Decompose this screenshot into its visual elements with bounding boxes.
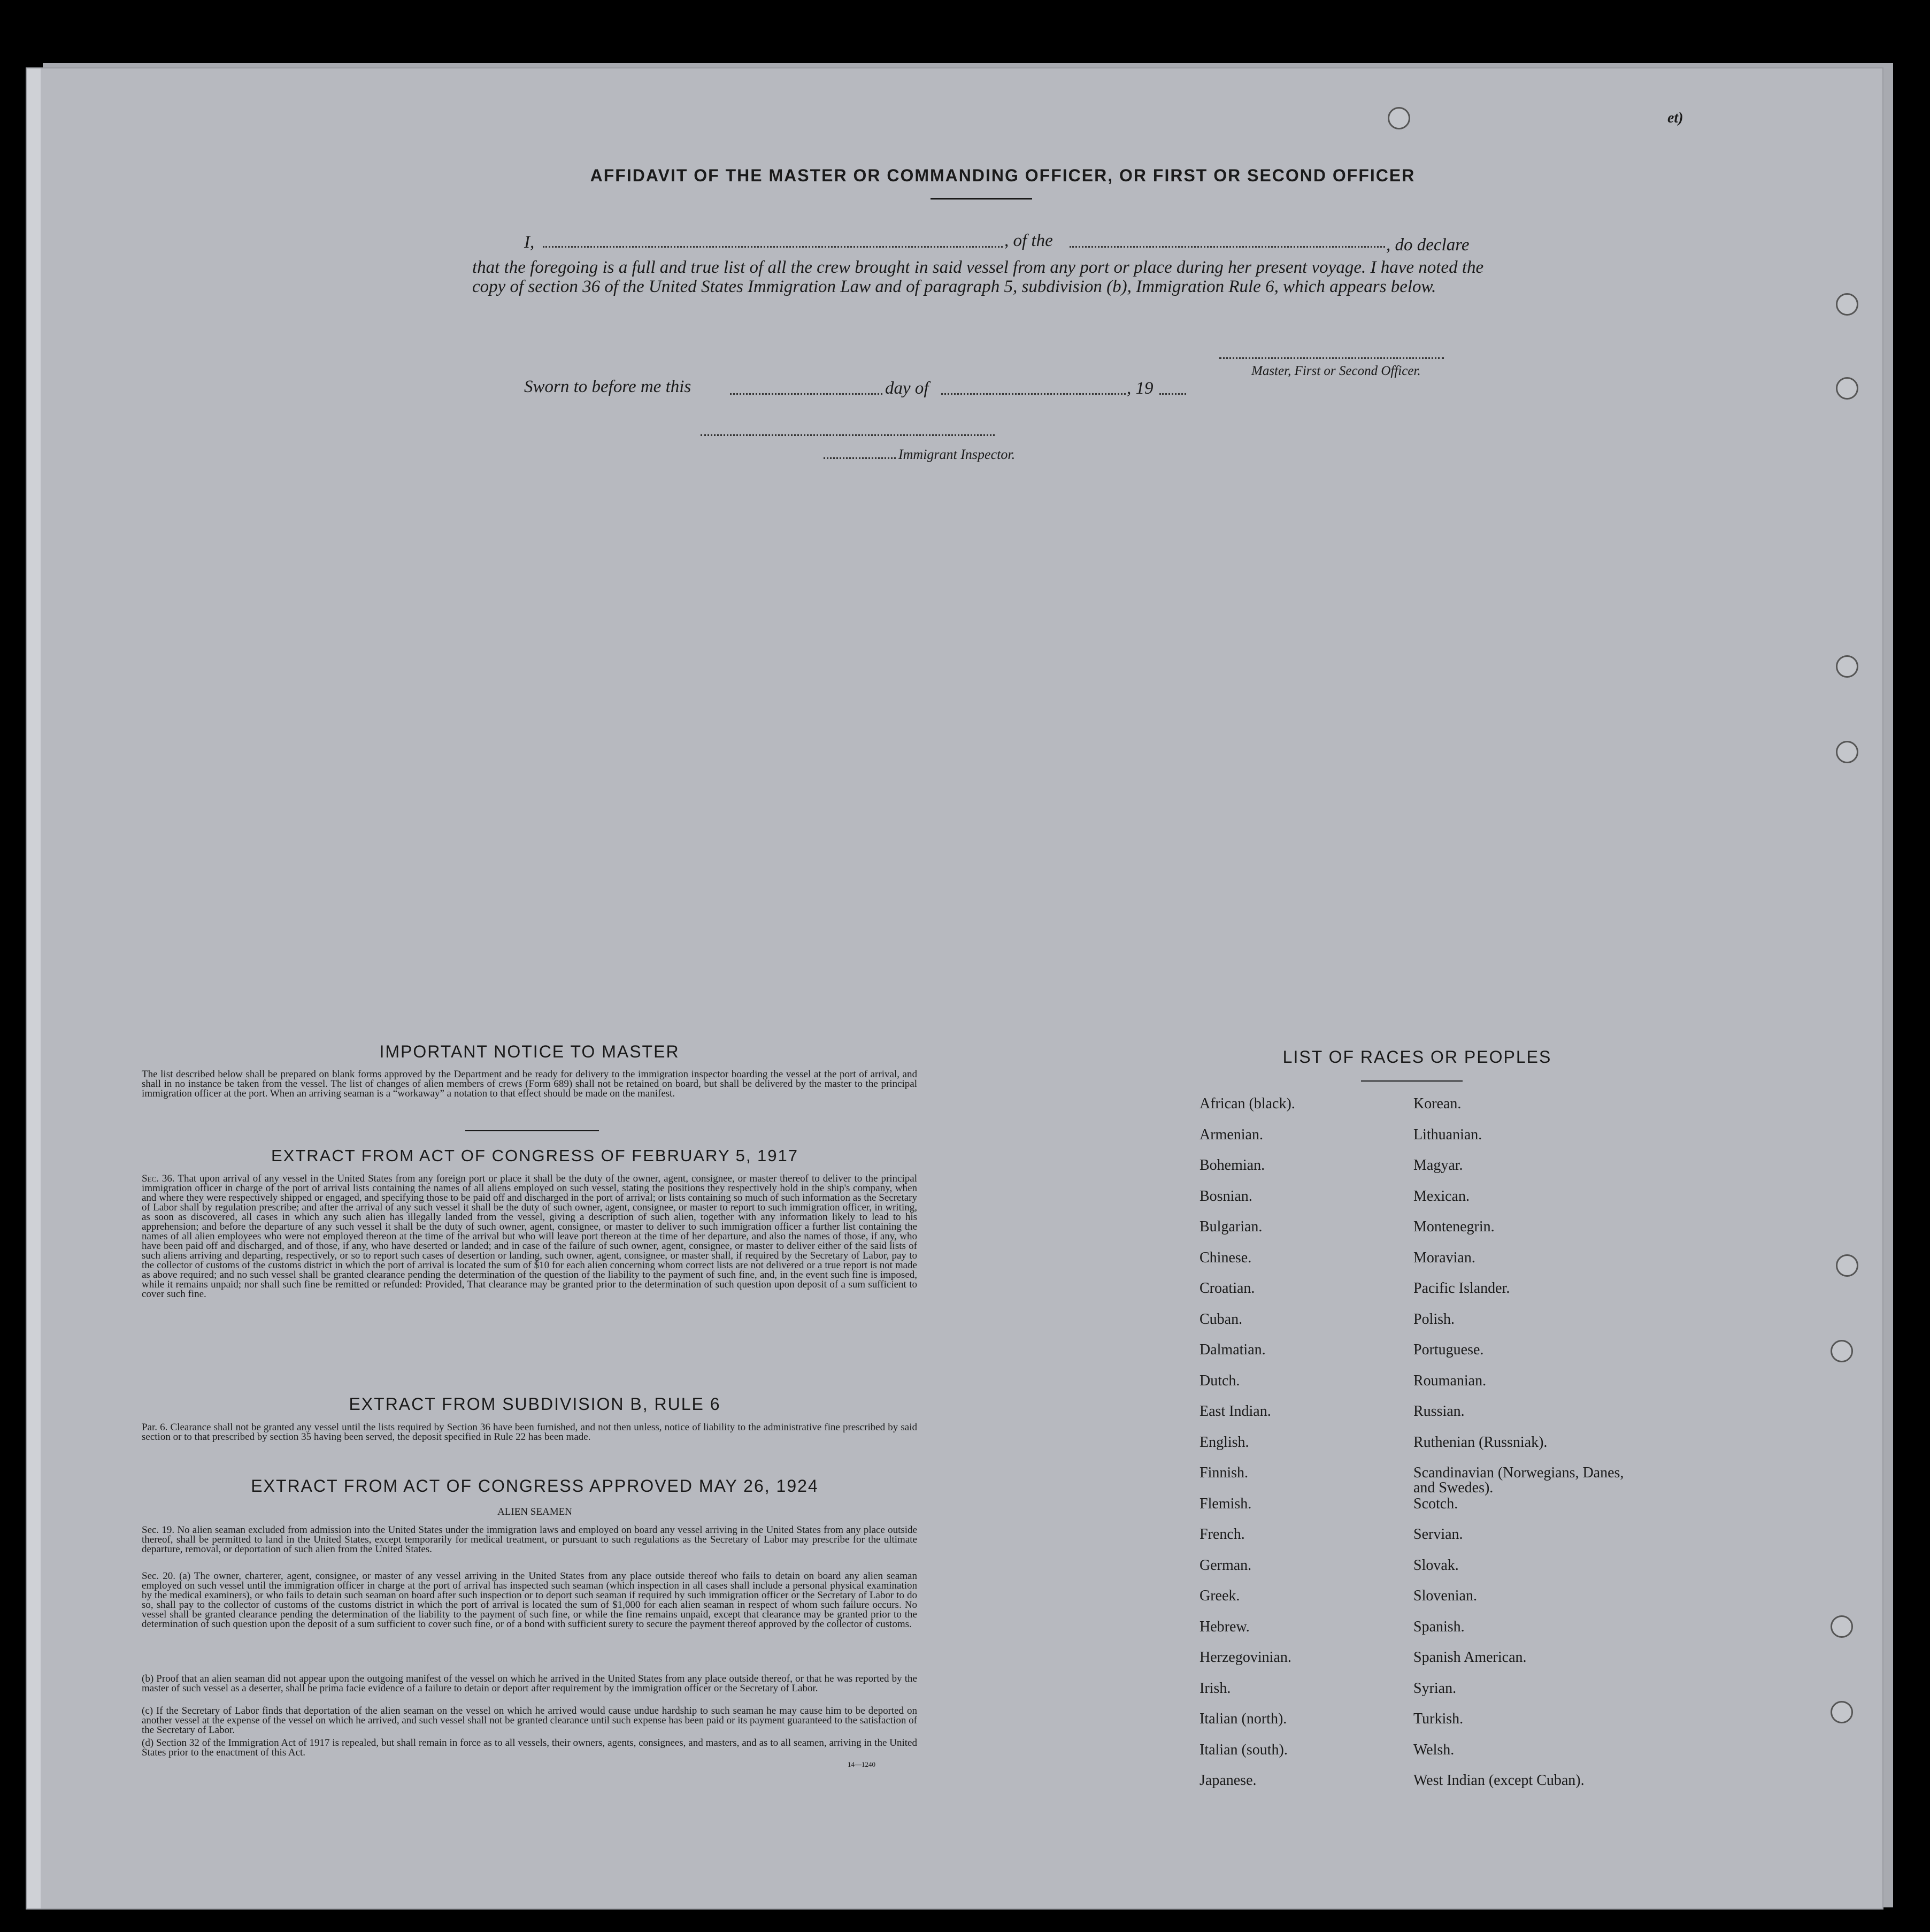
punch-hole xyxy=(1836,741,1858,763)
master-label: Master, First or Second Officer. xyxy=(1251,364,1421,378)
race-entry: Hebrew. xyxy=(1199,1618,1250,1635)
notice-body: The list described below shall be prepared on blank forms approved by the Department and be ready for delivery to the immigration inspector boarding the vessel at the port of arrival, and shall in no instance be taken from the vessel. The list of changes of alien members of crews (Form 689) shall not be retained on board, but shall be delivered by the master to the principal immigration officer at the port. When an arriving seaman is a “workaway” a notation to that effect should be made on the manifest. xyxy=(142,1069,917,1099)
race-entry: Irish. xyxy=(1199,1680,1231,1697)
race-entry: Scotch. xyxy=(1413,1495,1458,1512)
sec-20c-text: (c) If the Secretary of Labor finds that deportation of the alien seaman on the vessel on which he arrived would cause undue hardship to such seaman he may cause him to be deported on another vessel at the expense of the vessel on which he arrived, and such vessel shall not be granted clearance until such expense has been paid or its payment guaranteed to the satisfaction of the Secretary of Labor. xyxy=(142,1705,917,1736)
race-entry: African (black). xyxy=(1199,1095,1295,1112)
races-divider xyxy=(1361,1080,1463,1082)
race-entry: Japanese. xyxy=(1199,1772,1257,1789)
race-entry: Roumanian. xyxy=(1413,1372,1487,1389)
race-entry: Cuban. xyxy=(1199,1310,1243,1328)
inspector-signature-line xyxy=(701,434,995,436)
sec-36-label: Sec. 36. xyxy=(142,1173,175,1184)
race-entry: West Indian (except Cuban). xyxy=(1413,1772,1585,1789)
race-entry: German. xyxy=(1199,1557,1252,1574)
race-entry: Korean. xyxy=(1413,1095,1462,1112)
sec-19-text: Sec. 19. No alien seaman excluded from admission into the United States under the immigration laws and employed on board any vessel arriving in the United States from any place outside thereof, shall be permitted to land in the United States, except temporarily for medical treatment, or pursuant to such regulations as the Secretary of Labor may prescribe for the ultimate departure, removal, or deportation of such alien from the United States. xyxy=(142,1524,917,1555)
race-entry: Slovenian. xyxy=(1413,1588,1477,1604)
race-entry: Welsh. xyxy=(1413,1741,1455,1758)
race-entry: Finnish. xyxy=(1199,1465,1249,1481)
notice-divider xyxy=(465,1130,599,1131)
race-entry: Greek. xyxy=(1199,1588,1240,1604)
race-entry: Bohemian. xyxy=(1199,1157,1265,1174)
form-number: 14—1240 xyxy=(848,1760,875,1768)
race-entry: English. xyxy=(1199,1433,1249,1451)
race-entry: Syrian. xyxy=(1413,1680,1457,1697)
sworn-day-blank xyxy=(730,393,882,395)
race-entry: Ruthenian (Russniak). xyxy=(1413,1433,1548,1451)
declare-i-label: I, xyxy=(524,233,535,252)
race-entry: Pacific Islander. xyxy=(1413,1280,1510,1297)
sec-36-text: That upon arrival of any vessel in the United States from any foreign port or place it shall be the duty of the owner, agent, consignee, or master thereof to deliver to the principal immigration officer in charge of the port of arrival lists containing the names of all aliens employed on such vessel, stating the positions they respectively hold in the ship's company, when and where they were respectively shipped or engaged, and specifying those to be paid off and discharged in the port of arrival; or lists containing so much of such information as the Secretary of Labor shall by regulation prescribe; and after the arrival of any such vessel it shall be the duty of such owner, agent, consignee, or master to report to such immigration officer, in writing, as soon as discovered, all cases in which any such alien has illegally landed from the vessel, giving a description of such alien, together with any information likely to lead to his apprehension; and before the departure of any such vessel it shall be the duty of such owner, agent, consignee, or master to deliver to such immigration officer a further list containing the names of all alien employees who were not employed thereon at the time of the arrival but who will leave port thereon at the time of her departure, and also the names of those, if any, who have been paid off and discharged, and of those, if any, who have deserted or landed; and in case of the failure of such owner, agent, consignee, or master to deliver either of the said lists of such aliens arriving and departing, respectively, or so to report such cases of desertion or landing, such owner, agent, consignee, or master shall, if required by the Secretary of Labor, pay to the collector of customs of the customs district in which the port of arrival is located the sum of $10 for each alien concerning whom correct lists are not delivered or a true report is not made as above required; and no such vessel shall be granted clearance pending the determination of the question of the liability to the payment of such fine, and, in the event such fine is imposed, while it remains unpaid; nor shall such fine be remitted or refunded: Provided, That clearance may be granted prior to the determination of such question upon deposit of a sum sufficient to cover such fine. xyxy=(142,1173,917,1300)
races-title: LIST OF RACES OR PEOPLES xyxy=(1282,1047,1552,1067)
sec-20d-text: (d) Section 32 of the Immigration Act of 1917 is repealed, but shall remain in force as to all vessels, their owners, agents, consignees, and masters, and as to all seamen, arriving in the United States prior to the enactment of this Act. xyxy=(142,1737,917,1758)
punch-hole xyxy=(1836,1254,1858,1277)
race-entry: Dalmatian. xyxy=(1199,1341,1266,1358)
race-entry: Polish. xyxy=(1413,1310,1455,1328)
race-entry: Lithuanian. xyxy=(1413,1126,1482,1143)
race-entry: Bulgarian. xyxy=(1199,1218,1263,1235)
race-entry: Italian (south). xyxy=(1199,1741,1288,1758)
race-entry: Armenian. xyxy=(1199,1126,1263,1143)
alien-seamen-subtitle: ALIEN SEAMEN xyxy=(497,1506,572,1517)
race-entry: Dutch. xyxy=(1199,1372,1240,1389)
name-blank xyxy=(543,246,1003,248)
race-entry: Spanish American. xyxy=(1413,1649,1527,1666)
punch-hole xyxy=(1836,377,1858,400)
race-entry: Chinese. xyxy=(1199,1249,1252,1266)
race-entry: Scandinavian (Norwegians, Danes, and Swedes). xyxy=(1413,1465,1624,1496)
race-entry: French. xyxy=(1199,1526,1245,1543)
race-entry: Magyar. xyxy=(1413,1157,1463,1174)
sworn-year-label: , 19 xyxy=(1127,379,1154,398)
sec-20a-text: Sec. 20. (a) The owner, charterer, agent, consignee, or master of any vessel arriving in the United States from any place outside thereof who fails to detain on board any alien seaman employed on such vessel until the immigration officer in charge at the port of arrival has inspected such seaman (which inspection in all cases shall include a personal physical examination by the medical examiners), or who fails to detain such seaman on board after such inspection or to deport such seaman if required by such immigration officer or the Secretary of Labor to do so, shall pay to the collector of customs of the customs district in which the port of arrival is located the sum of $1,000 for each alien seaman in respect of whom such failure occurs. No vessel shall be granted clearance pending the determination of the liability to the payment of such fine, or while the fine remains unpaid, except that clearance may be granted prior to the determination of such question upon the deposit of a sum sufficient to cover such fine, or of a bond with sufficient surety to secure the payment thereof approved by the collector of customs. xyxy=(142,1570,917,1630)
punch-hole xyxy=(1836,655,1858,678)
affidavit-title: AFFIDAVIT OF THE MASTER OR COMMANDING OFFICER, OR FIRST OR SECOND OFFICER xyxy=(590,166,1416,185)
sworn-day-label: day of xyxy=(885,379,929,398)
extract-1924-title: EXTRACT FROM ACT OF CONGRESS APPROVED MAY 26, 1924 xyxy=(251,1476,819,1496)
corner-mark: et) xyxy=(1667,110,1683,126)
race-entry: Montenegrin. xyxy=(1413,1218,1495,1235)
extract-1917-body xyxy=(142,1174,917,1299)
binding-strip xyxy=(27,68,41,1908)
race-entry: East Indian. xyxy=(1199,1403,1271,1420)
race-entry: Moravian. xyxy=(1413,1249,1475,1266)
sworn-month-blank xyxy=(941,393,1126,395)
races-column-1 xyxy=(1199,1097,1381,1804)
punch-hole xyxy=(1831,1615,1853,1638)
extract-1917-title: EXTRACT FROM ACT OF CONGRESS OF FEBRUARY 5, 1917 xyxy=(271,1146,799,1165)
race-entry: Servian. xyxy=(1413,1526,1463,1543)
race-entry: Italian (north). xyxy=(1199,1711,1287,1727)
punch-hole xyxy=(1388,107,1410,129)
sworn-year-blank xyxy=(1159,393,1186,395)
master-signature-line xyxy=(1219,357,1444,359)
declare-of-label: , of the xyxy=(1004,231,1053,250)
punch-hole xyxy=(1831,1340,1853,1362)
races-column-2 xyxy=(1413,1097,1638,1804)
race-entry: Flemish. xyxy=(1199,1495,1252,1512)
sworn-prefix: Sworn to before me this xyxy=(524,377,691,396)
notice-title: IMPORTANT NOTICE TO MASTER xyxy=(379,1042,680,1061)
race-entry: Spanish. xyxy=(1413,1618,1465,1635)
race-entry: Bosnian. xyxy=(1199,1187,1252,1205)
sec-20b-text: (b) Proof that an alien seaman did not appear upon the outgoing manifest of the vessel on which he arrived in the United States from any place outside thereof, or that he was reported by the master of such vessel as a deserter, shall be prima facie evidence of a failure to detain or deport after requirement by the immigration officer or the Secretary of Labor. xyxy=(142,1673,917,1694)
race-entry: Turkish. xyxy=(1413,1711,1464,1727)
race-entry: Portuguese. xyxy=(1413,1341,1484,1358)
race-entry: Mexican. xyxy=(1413,1187,1470,1205)
declaration-text: that the foregoing is a full and true list of all the crew brought in said vessel from any port or place during her present voyage. I have noted the copy of section 36 of the United States Immigration Law and of paragraph 5, subdivision (b), Immigration Rule 6, which appears below. xyxy=(472,258,1484,296)
punch-hole xyxy=(1831,1701,1853,1723)
declare-end-label: , do declare xyxy=(1386,235,1470,255)
title-divider xyxy=(931,198,1032,200)
inspector-label-dots xyxy=(824,457,896,459)
race-entry: Croatian. xyxy=(1199,1280,1255,1297)
inspector-label: Immigrant Inspector. xyxy=(898,447,1016,462)
rule6-title: EXTRACT FROM SUBDIVISION B, RULE 6 xyxy=(349,1394,721,1414)
race-entry: Herzegovinian. xyxy=(1199,1649,1291,1666)
vessel-blank xyxy=(1070,246,1385,248)
race-entry: Slovak. xyxy=(1413,1557,1459,1574)
race-entry: Russian. xyxy=(1413,1403,1465,1420)
rule6-body: Par. 6. Clearance shall not be granted any vessel until the lists required by Section 36 have been furnished, and not then unless, notice of liability to the administrative fine prescribed by said section or to that prescribed by section 35 having been served, the deposit specified in Rule 22 has been made. xyxy=(142,1422,917,1443)
punch-hole xyxy=(1836,293,1858,316)
